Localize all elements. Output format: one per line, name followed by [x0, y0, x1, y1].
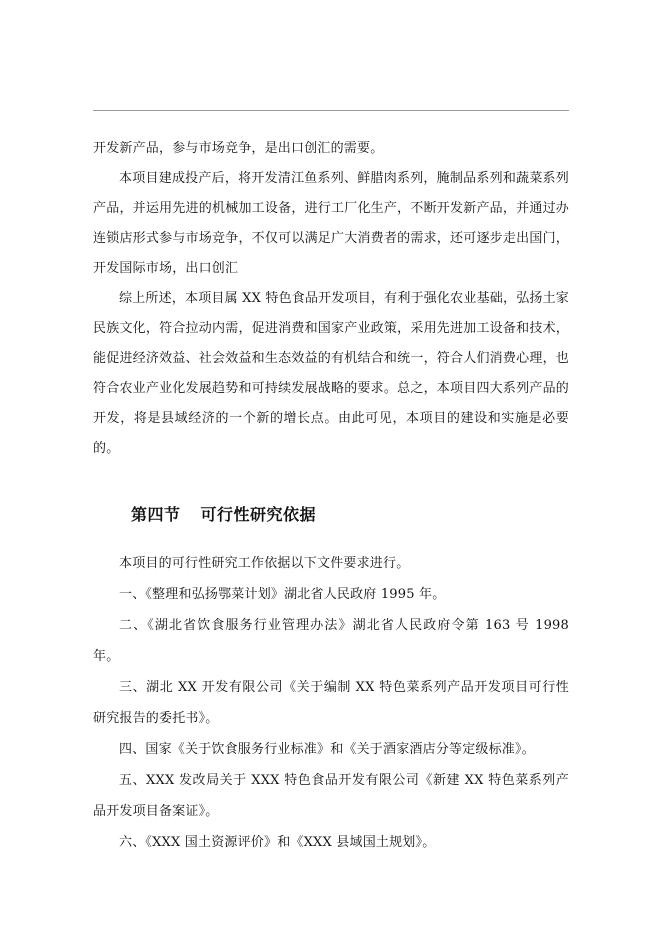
basis-intro: 本项目的可行性研究工作依据以下文件要求进行。	[119, 556, 410, 571]
section-heading	[131, 500, 569, 530]
list-item: 四、国家《关于饮食服务行业标准》和《关于酒家酒店分等定级标准》。	[119, 742, 535, 757]
section-title: 可行性研究依据	[200, 505, 317, 524]
list-item: 五、XXX 发改局关于 XXX 特色食品开发有限公司《新建 XX 特色菜系列产品开发项目备案证》。	[93, 773, 569, 819]
basis-list	[93, 548, 569, 858]
paragraph-products: 本项目建成投产后，将开发清江鱼系列、鲜腊肉系列，腌制品系列和蔬菜系列产品，并运用先进的机械加工设备，进行工厂化生产，不断开发新产品，并通过办连锁店形式参与市场竞争，不仅可以满足广大消费者的需求，还可逐步走出国门，开发国际市场，出口创汇	[93, 171, 569, 276]
list-item: 六、《XXX 国土资源评价》和《XXX 县域国土规划》。	[119, 835, 436, 850]
header-rule	[93, 110, 569, 111]
paragraph-summary: 综上所述，本项目属 XX 特色食品开发项目，有利于强化农业基础，弘扬土家民族文化，符合拉动内需，促进消费和国家产业政策，采用先进加工设备和技术，能促进经济效益、社会效益和生态效益的有机结合和统一，符合人们消费心理，也符合农业产业化发展趋势和可持续发展战略的要求。总之，本项目四大系列产品的开发，将是县域经济的一个新的增长点。由此可见，本项目的建设和实施是必要的。	[93, 291, 569, 456]
list-item: 一、《整理和弘扬鄂菜计划》湖北省人民政府 1995 年。	[119, 587, 446, 602]
spacer	[93, 464, 569, 500]
document-body	[93, 134, 569, 858]
list-item: 三、湖北 XX 开发有限公司《关于编制 XX 特色菜系列产品开发项目可行性研究报告的委托书》。	[93, 680, 569, 726]
paragraph-continuation: 开发新产品，参与市场竞争，是出口创汇的需要。	[93, 141, 384, 156]
spacer	[93, 530, 569, 548]
section-number: 第四节	[131, 505, 181, 524]
list-item: 二、《湖北省饮食服务行业管理办法》湖北省人民政府令第 163 号 1998 年。	[93, 618, 569, 664]
